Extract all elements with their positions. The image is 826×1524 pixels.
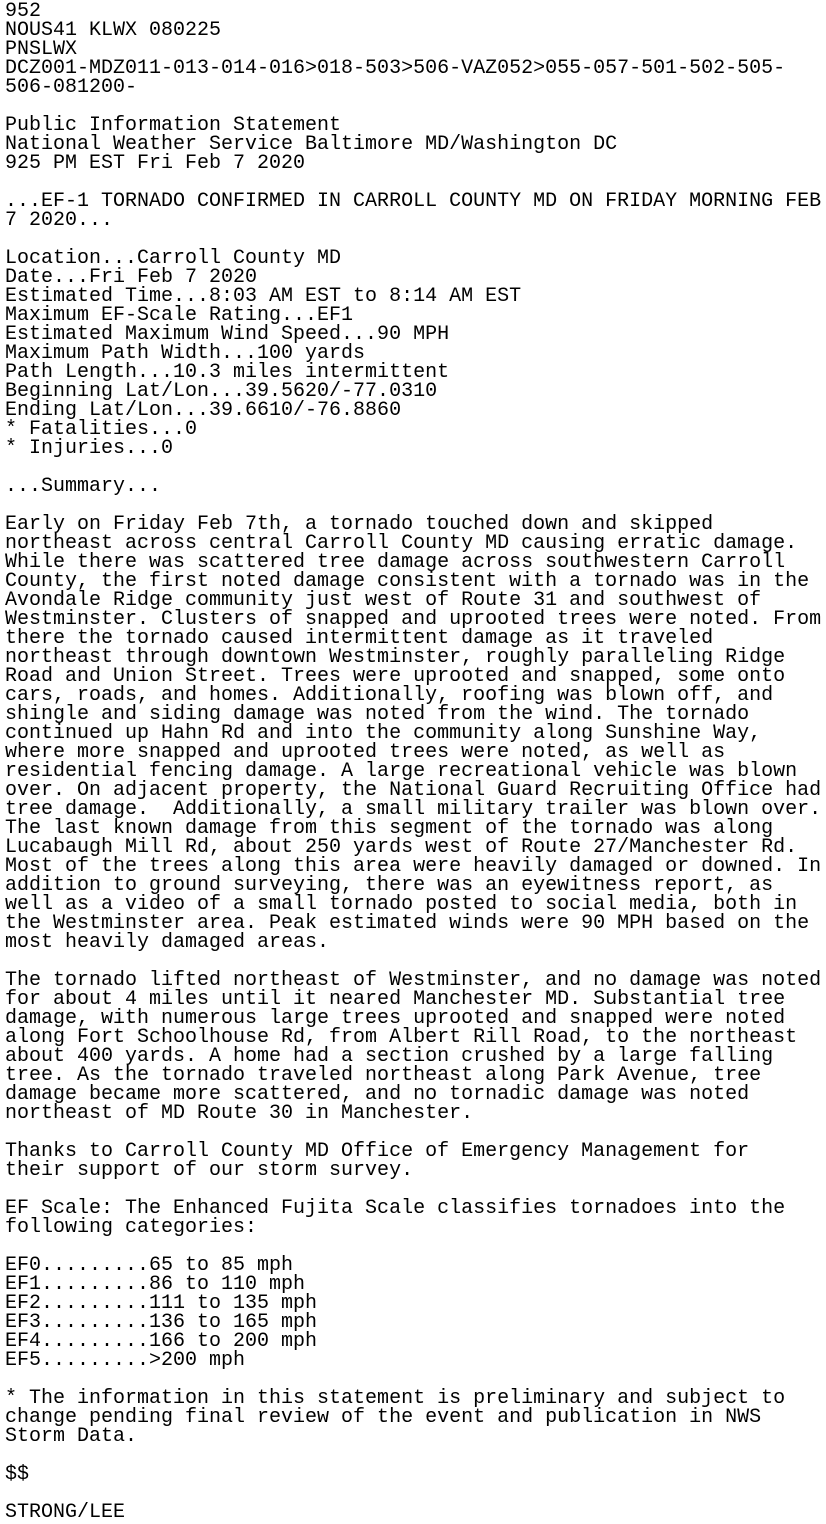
text-line: 7 2020... [5,209,114,232]
text-line: Lucabaugh Mill Rd, about 250 yards west of Route 27/Manchester Rd. [5,836,798,859]
text-line: damage became more scattered, and no tornadic damage was noted [5,1083,750,1106]
text-line [5,1484,826,1503]
text-line: 506-081200- [5,76,138,99]
text-line: EF2.........111 to 135 mph [5,1292,318,1315]
text-line: Beginning Lat/Lon...39.5620/-77.0310 [5,380,438,403]
text-line: County, the first noted damage consistent with a tornado was in the [5,570,810,593]
text-line: EF Scale: The Enhanced Fujita Scale classifies tornadoes into the [5,1197,786,1220]
text-line: for about 4 miles until it neared Manchester MD. Substantial tree [5,988,786,1011]
text-line: Avondale Ridge community just west of Route 31 and southwest of [5,589,762,612]
text-line: Maximum EF-Scale Rating...EF1 [5,304,354,327]
text-line: ...EF-1 TORNADO CONFIRMED IN CARROLL COUNTY MD ON FRIDAY MORNING FEB [5,190,822,213]
text-line: EF1.........86 to 110 mph [5,1273,306,1296]
text-line: EF4.........166 to 200 mph [5,1330,318,1353]
text-line: ...Summary... [5,475,162,498]
text-line: about 400 yards. A home had a section crushed by a large falling [5,1045,774,1068]
text-line: Maximum Path Width...100 yards [5,342,366,365]
text-line: Public Information Statement [5,114,342,137]
text-line: their support of our storm survey. [5,1159,414,1182]
text-line: tree. As the tornado traveled northeast along Park Avenue, tree [5,1064,762,1087]
text-line: Most of the trees along this area were heavily damaged or downed. In [5,855,822,878]
text-line: 925 PM EST Fri Feb 7 2020 [5,152,306,175]
text-line: change pending final review of the event and publication in NWS [5,1406,762,1429]
text-line: tree damage. Additionally, a small military trailer was blown over. [5,798,822,821]
text-line: well as a video of a small tornado posted to social media, both in [5,893,798,916]
text-line: residential fencing damage. A large recreational vehicle was blown [5,760,798,783]
text-line: Early on Friday Feb 7th, a tornado touched down and skipped [5,513,714,536]
text-line: DCZ001-MDZ011-013-014-016>018-503>506-VAZ052>055-057-501-502-505- [5,57,786,80]
text-line: Date...Fri Feb 7 2020 [5,266,258,289]
text-line: The last known damage from this segment of the tornado was along [5,817,774,840]
text-line: Path Length...10.3 miles intermittent [5,361,450,384]
text-line [5,1446,826,1465]
text-line: damage, with numerous large trees uprooted and snapped were noted [5,1007,786,1030]
text-line: over. On adjacent property, the National Guard Recruiting Office had [5,779,822,802]
text-line: Road and Union Street. Trees were uprooted and snapped, some onto [5,665,786,688]
text-line: most heavily damaged areas. [5,931,330,954]
text-line: National Weather Service Baltimore MD/Washington DC [5,133,618,156]
text-line: Thanks to Carroll County MD Office of Emergency Management for [5,1140,750,1163]
text-line: there the tornado caused intermittent damage as it traveled [5,627,714,650]
text-line: * The information in this statement is preliminary and subject to [5,1387,786,1410]
text-line: NOUS41 KLWX 080225 [5,19,222,42]
text-line: EF0.........65 to 85 mph [5,1254,294,1277]
text-line: EF3.........136 to 165 mph [5,1311,318,1334]
text-line: The tornado lifted northeast of Westminster, and no damage was noted [5,969,822,992]
text-line: While there was scattered tree damage across southwestern Carroll [5,551,786,574]
text-line: continued up Hahn Rd and into the community along Sunshine Way, [5,722,762,745]
text-line: addition to ground surveying, there was an eyewitness report, as [5,874,774,897]
text-line: $$ [5,1463,30,1486]
text-line: 952 [5,0,42,23]
text-line: Westminster. Clusters of snapped and uprooted trees were noted. From [5,608,822,631]
text-line: Estimated Time...8:03 AM EST to 8:14 AM EST [5,285,522,308]
text-line: cars, roads, and homes. Additionally, roofing was blown off, and [5,684,774,707]
text-line: shingle and siding damage was noted from the wind. The tornado [5,703,750,726]
text-line: along Fort Schoolhouse Rd, from Albert Rill Road, to the northeast [5,1026,798,1049]
text-line: northeast across central Carroll County MD causing erratic damage. [5,532,798,555]
text-line: Ending Lat/Lon...39.6610/-76.8860 [5,399,402,422]
text-line: STRONG/LEE [5,1501,126,1524]
text-line: * Injuries...0 [5,437,174,460]
text-line: where more snapped and uprooted trees were noted, as well as [5,741,726,764]
text-line: PNSLWX [5,38,78,61]
text-line: EF5.........>200 mph [5,1349,246,1372]
text-line: following categories: [5,1216,258,1239]
text-line: Storm Data. [5,1425,138,1448]
text-line: northeast of MD Route 30 in Manchester. [5,1102,474,1125]
text-line: * Fatalities...0 [5,418,198,441]
text-line: northeast through downtown Westminster, roughly paralleling Ridge [5,646,786,669]
text-line: the Westminster area. Peak estimated winds were 90 MPH based on the [5,912,810,935]
text-line: Estimated Maximum Wind Speed...90 MPH [5,323,450,346]
text-line: Location...Carroll County MD [5,247,342,270]
